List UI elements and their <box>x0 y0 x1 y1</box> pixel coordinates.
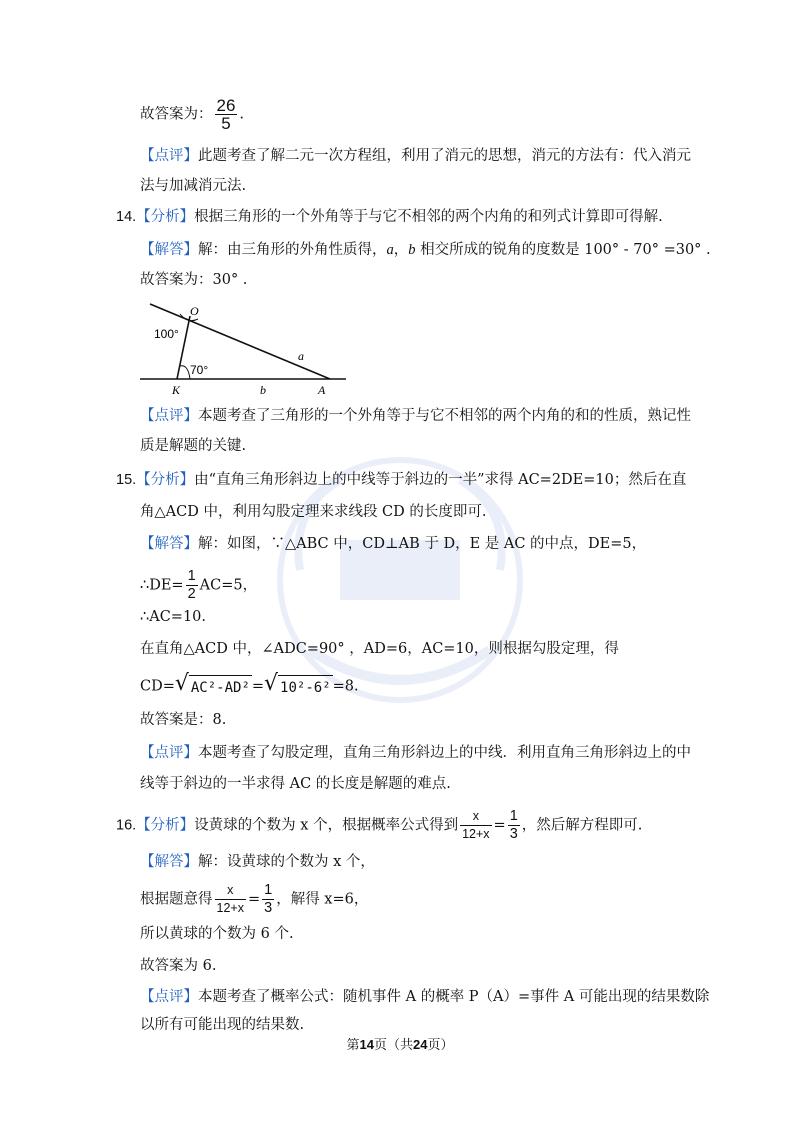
fraction-numerator: 1 <box>187 568 196 584</box>
sqrt-expression-2: √ 10²-6² <box>264 671 331 696</box>
radicand: AC²-AD² <box>189 675 252 698</box>
label-angle-100: 100° <box>154 327 179 341</box>
analysis-text: 根据三角形的一个外角等于与它不相邻的两个内角的和列式计算即可得解. <box>194 209 663 225</box>
solution-text: 解：由三角形的外角性质得， <box>198 242 387 258</box>
comment-text: 以所有可能出现的结果数. <box>140 1017 305 1033</box>
q14-comment <box>140 406 691 426</box>
answer-text: 故答案为 6. <box>140 958 217 974</box>
equals: = <box>251 678 265 695</box>
sqrt-expression-1: √ AC²-AD² <box>174 671 250 696</box>
comment-text: 法与加减消元法. <box>140 178 247 194</box>
q13-answer <box>140 97 244 132</box>
equals: = <box>493 817 506 834</box>
answer-suffix: . <box>239 106 245 123</box>
analysis-tag: 【分析】 <box>136 817 195 834</box>
footer-text: 页（共 <box>373 1038 413 1053</box>
question-number: 15. <box>116 472 137 488</box>
radicand: 10²-6² <box>278 675 333 698</box>
q15-analysis <box>116 470 686 490</box>
q15-step2 <box>140 568 257 603</box>
q15-analysis-cont <box>140 502 487 522</box>
question-number: 16. <box>116 817 137 834</box>
analysis-text: 角△ACD 中，利用勾股定理来求线段 CD 的长度即可. <box>140 504 487 520</box>
step-text: CD= <box>140 678 175 695</box>
analysis-text: 设黄球的个数为 x 个，根据概率公式得到 <box>194 817 459 834</box>
label-o: O <box>190 304 199 318</box>
comment-tag: 【点评】 <box>140 989 198 1005</box>
page-number: 14 <box>359 1037 374 1052</box>
fraction-denominator: 2 <box>187 586 196 602</box>
q16-comment-cont <box>140 1015 304 1035</box>
label-point-a: A <box>318 383 326 397</box>
fraction-x-over-12-plus-x <box>215 882 246 917</box>
label-angle-70: 70° <box>190 363 209 377</box>
fraction-numerator: x <box>460 808 491 826</box>
fraction-denominator: 3 <box>264 900 273 916</box>
comment-text: 此题考查了解二元一次方程组，利用了消元的思想，消元的方法有：代入消元 <box>198 148 691 164</box>
label-k: K <box>172 383 181 397</box>
comment-text: 本题考查了概率公式：随机事件 A 的概率 P（A）=事件 A 可能出现的结果数除 <box>198 989 710 1005</box>
solution-tag: 【解答】 <box>140 536 198 552</box>
q16-answer <box>140 956 216 976</box>
solution-tag: 【解答】 <box>140 854 198 870</box>
page-footer <box>0 1034 800 1053</box>
label-a: a <box>298 349 304 363</box>
q16-solution <box>140 852 375 872</box>
answer-text: 故答案是：8. <box>140 712 227 728</box>
q16-step2 <box>140 882 368 917</box>
comment-text: 质是解题的关键. <box>140 438 247 454</box>
comma: ， <box>393 242 409 258</box>
angle-70-arc <box>180 366 190 379</box>
q15-comment-cont <box>140 774 451 794</box>
solution-text: 解：如图，∵△ABC 中，CD⊥AB 于 D，E 是 AC 的中点，DE=5， <box>198 536 647 552</box>
q15-step5 <box>140 671 359 698</box>
q15-step3 <box>140 607 206 627</box>
fraction-denominator: 3 <box>509 826 518 842</box>
fraction-denominator: 12+x <box>462 827 490 841</box>
comment-tag: 【点评】 <box>140 745 198 761</box>
segment-ko <box>177 316 190 379</box>
q14-answer <box>140 270 247 290</box>
fraction-numerator: 1 <box>509 808 518 824</box>
q14-comment-cont <box>140 436 246 456</box>
analysis-text: 由“直角三角形斜边上的中线等于斜边的一半”求得 AC=2DE=10；然后在直 <box>194 472 687 488</box>
solution-tag: 【解答】 <box>140 242 198 258</box>
step-text: 根据题意得 <box>140 891 213 908</box>
line-a <box>150 304 330 379</box>
step-text: ，解得 x=6， <box>276 891 369 908</box>
comment-text: 本题考查了勾股定理，直角三角形斜边上的中线．利用直角三角形斜边上的中 <box>198 745 691 761</box>
comment-text: 本题考查了三角形的一个外角等于与它不相邻的两个内角的和的性质，熟记性 <box>198 408 691 424</box>
q13-comment-cont <box>140 176 246 196</box>
q14-analysis <box>116 207 663 227</box>
footer-text: 第 <box>346 1038 360 1053</box>
q14-solution <box>140 240 711 260</box>
step-text: AC=5， <box>199 577 258 594</box>
step-text: ∴DE= <box>140 577 184 594</box>
q16-step3 <box>140 924 294 944</box>
variable-a: a <box>386 242 394 258</box>
answer-fraction <box>215 97 238 132</box>
step-text: =8. <box>332 678 359 695</box>
analysis-tag: 【分析】 <box>136 209 195 225</box>
q16-comment <box>140 987 709 1007</box>
label-b: b <box>260 383 266 397</box>
triangle-figure <box>138 298 350 398</box>
step-text: ∴AC=10. <box>140 609 207 625</box>
answer-label: 故答案为： <box>140 106 213 123</box>
variable-b: b <box>408 242 416 258</box>
solution-text: 相交所成的锐角的度数是 100° - 70° =30° . <box>415 242 711 258</box>
fraction-x-over-12-plus-x <box>460 808 491 843</box>
step-text: 所以黄球的个数为 6 个. <box>140 926 294 942</box>
analysis-text: ，然后解方程即可. <box>521 817 643 834</box>
fraction-denominator: 5 <box>221 114 231 133</box>
footer-text: 页） <box>427 1038 454 1053</box>
comment-tag: 【点评】 <box>140 408 198 424</box>
comment-tag: 【点评】 <box>140 148 198 164</box>
fraction-numerator: 26 <box>216 96 236 115</box>
answer-text: 故答案为：30° . <box>140 272 248 288</box>
fraction-one-third <box>508 808 520 843</box>
total-pages: 24 <box>413 1037 428 1052</box>
q13-comment <box>140 146 691 166</box>
solution-text: 解：设黄球的个数为 x 个， <box>198 854 375 870</box>
q15-comment <box>140 743 691 763</box>
fraction-numerator: 1 <box>264 882 273 898</box>
q16-analysis <box>116 808 642 843</box>
fraction-denominator: 12+x <box>216 901 244 915</box>
q15-step4 <box>140 639 619 659</box>
equals: = <box>247 891 261 908</box>
question-number: 14. <box>116 209 137 225</box>
step-text: 在直角△ACD 中，∠ADC=90° ，AD=6，AC=10，则根据勾股定理，得 <box>140 641 619 657</box>
fraction-half <box>186 568 198 603</box>
q15-answer <box>140 710 226 730</box>
fraction-numerator: x <box>215 882 246 900</box>
comment-text: 线等于斜边的一半求得 AC 的长度是解题的难点. <box>140 776 451 792</box>
analysis-tag: 【分析】 <box>136 472 195 488</box>
q15-solution <box>140 534 646 554</box>
fraction-one-third <box>262 882 274 917</box>
